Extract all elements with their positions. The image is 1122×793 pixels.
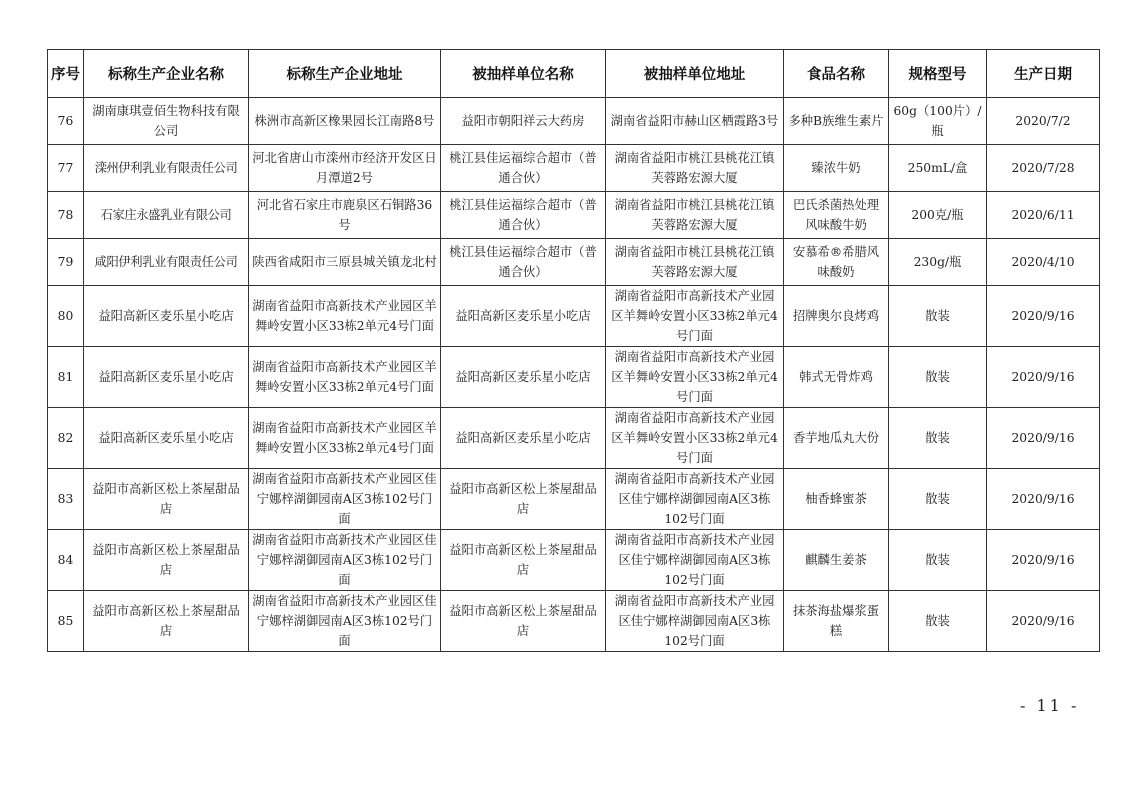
- cell-sampled-address: 湖南省益阳市高新技术产业园区羊舞岭安置小区33栋2单元4号门面: [606, 408, 784, 469]
- cell-spec: 250mL/盒: [889, 145, 987, 192]
- cell-sampled-address: 湖南省益阳市桃江县桃花江镇芙蓉路宏源大厦: [606, 145, 784, 192]
- cell-producer: 益阳市高新区松上茶屋甜品店: [84, 530, 249, 591]
- cell-no: 78: [48, 192, 84, 239]
- cell-production-date: 2020/7/2: [987, 98, 1100, 145]
- table-row: [48, 145, 1100, 192]
- cell-producer: 益阳高新区麦乐星小吃店: [84, 286, 249, 347]
- cell-sampled-address: 湖南省益阳市高新技术产业园区羊舞岭安置小区33栋2单元4号门面: [606, 286, 784, 347]
- cell-no: 77: [48, 145, 84, 192]
- cell-producer-address: 湖南省益阳市高新技术产业园区羊舞岭安置小区33栋2单元4号门面: [249, 286, 441, 347]
- cell-spec: 60g（100片）/瓶: [889, 98, 987, 145]
- cell-sampled-address: 湖南省益阳市桃江县桃花江镇芙蓉路宏源大厦: [606, 192, 784, 239]
- table-row: [48, 98, 1100, 145]
- table-row: [48, 591, 1100, 652]
- cell-no: 80: [48, 286, 84, 347]
- cell-food-name: 柚香蜂蜜茶: [784, 469, 889, 530]
- cell-production-date: 2020/7/28: [987, 145, 1100, 192]
- cell-producer-address: 湖南省益阳市高新技术产业园区佳宁娜梓湖御园南A区3栋102号门面: [249, 530, 441, 591]
- table-row: [48, 408, 1100, 469]
- cell-food-name: 安慕希®希腊风味酸奶: [784, 239, 889, 286]
- cell-sampled-unit: 益阳市朝阳祥云大药房: [441, 98, 606, 145]
- cell-spec: 230g/瓶: [889, 239, 987, 286]
- cell-sampled-address: 湖南省益阳市高新技术产业园区佳宁娜梓湖御园南A区3栋102号门面: [606, 591, 784, 652]
- header-no: 序号: [48, 50, 84, 98]
- cell-production-date: 2020/4/10: [987, 239, 1100, 286]
- cell-sampled-unit: 益阳高新区麦乐星小吃店: [441, 347, 606, 408]
- cell-producer: 益阳市高新区松上茶屋甜品店: [84, 469, 249, 530]
- cell-sampled-unit: 桃江县佳运福综合超市（普通合伙）: [441, 145, 606, 192]
- cell-production-date: 2020/9/16: [987, 408, 1100, 469]
- cell-sampled-address: 湖南省益阳市高新技术产业园区佳宁娜梓湖御园南A区3栋102号门面: [606, 530, 784, 591]
- cell-production-date: 2020/9/16: [987, 347, 1100, 408]
- cell-spec: 散装: [889, 347, 987, 408]
- cell-food-name: 抹茶海盐爆浆蛋糕: [784, 591, 889, 652]
- cell-food-name: 香芋地瓜丸大份: [784, 408, 889, 469]
- cell-sampled-unit: 桃江县佳运福综合超市（普通合伙）: [441, 239, 606, 286]
- cell-producer: 湖南康琪壹佰生物科技有限公司: [84, 98, 249, 145]
- header-food-name: 食品名称: [784, 50, 889, 98]
- cell-no: 79: [48, 239, 84, 286]
- cell-producer-address: 河北省石家庄市鹿泉区石铜路36号: [249, 192, 441, 239]
- table-header-row: [48, 50, 1100, 98]
- header-producer-address: 标称生产企业地址: [249, 50, 441, 98]
- cell-producer-address: 湖南省益阳市高新技术产业园区羊舞岭安置小区33栋2单元4号门面: [249, 347, 441, 408]
- cell-sampled-address: 湖南省益阳市赫山区栖霞路3号: [606, 98, 784, 145]
- sampling-results-table: [47, 49, 1100, 652]
- cell-producer-address: 河北省唐山市滦州市经济开发区日月潭道2号: [249, 145, 441, 192]
- cell-spec: 散装: [889, 469, 987, 530]
- cell-food-name: 巴氏杀菌热处理风味酸牛奶: [784, 192, 889, 239]
- cell-sampled-address: 湖南省益阳市桃江县桃花江镇芙蓉路宏源大厦: [606, 239, 784, 286]
- cell-food-name: 韩式无骨炸鸡: [784, 347, 889, 408]
- cell-producer: 益阳高新区麦乐星小吃店: [84, 408, 249, 469]
- cell-production-date: 2020/9/16: [987, 286, 1100, 347]
- cell-food-name: 招牌奥尔良烤鸡: [784, 286, 889, 347]
- cell-producer: 益阳高新区麦乐星小吃店: [84, 347, 249, 408]
- table-row: [48, 286, 1100, 347]
- header-sampled-address: 被抽样单位地址: [606, 50, 784, 98]
- cell-food-name: 臻浓牛奶: [784, 145, 889, 192]
- cell-food-name: 多种B族维生素片: [784, 98, 889, 145]
- cell-sampled-unit: 益阳高新区麦乐星小吃店: [441, 408, 606, 469]
- cell-producer: 滦州伊利乳业有限责任公司: [84, 145, 249, 192]
- cell-production-date: 2020/9/16: [987, 469, 1100, 530]
- cell-food-name: 麒麟生姜茶: [784, 530, 889, 591]
- cell-producer-address: 湖南省益阳市高新技术产业园区佳宁娜梓湖御园南A区3栋102号门面: [249, 591, 441, 652]
- cell-sampled-address: 湖南省益阳市高新技术产业园区羊舞岭安置小区33栋2单元4号门面: [606, 347, 784, 408]
- cell-producer: 咸阳伊利乳业有限责任公司: [84, 239, 249, 286]
- cell-no: 85: [48, 591, 84, 652]
- cell-no: 84: [48, 530, 84, 591]
- cell-spec: 散装: [889, 286, 987, 347]
- cell-producer: 益阳市高新区松上茶屋甜品店: [84, 591, 249, 652]
- table-row: [48, 192, 1100, 239]
- table-row: [48, 347, 1100, 408]
- cell-sampled-unit: 益阳市高新区松上茶屋甜品店: [441, 469, 606, 530]
- cell-producer-address: 湖南省益阳市高新技术产业园区佳宁娜梓湖御园南A区3栋102号门面: [249, 469, 441, 530]
- cell-producer-address: 株洲市高新区橡果园长江南路8号: [249, 98, 441, 145]
- cell-sampled-address: 湖南省益阳市高新技术产业园区佳宁娜梓湖御园南A区3栋102号门面: [606, 469, 784, 530]
- header-production-date: 生产日期: [987, 50, 1100, 98]
- cell-no: 76: [48, 98, 84, 145]
- cell-sampled-unit: 益阳市高新区松上茶屋甜品店: [441, 591, 606, 652]
- cell-production-date: 2020/9/16: [987, 530, 1100, 591]
- cell-spec: 200克/瓶: [889, 192, 987, 239]
- cell-no: 81: [48, 347, 84, 408]
- table-row: [48, 239, 1100, 286]
- header-sampled-unit: 被抽样单位名称: [441, 50, 606, 98]
- table-row: [48, 469, 1100, 530]
- cell-sampled-unit: 桃江县佳运福综合超市（普通合伙）: [441, 192, 606, 239]
- cell-producer: 石家庄永盛乳业有限公司: [84, 192, 249, 239]
- cell-producer-address: 陕西省咸阳市三原县城关镇龙北村: [249, 239, 441, 286]
- header-spec: 规格型号: [889, 50, 987, 98]
- cell-production-date: 2020/6/11: [987, 192, 1100, 239]
- cell-spec: 散装: [889, 408, 987, 469]
- cell-production-date: 2020/9/16: [987, 591, 1100, 652]
- page-number: - 11 -: [1020, 696, 1080, 715]
- cell-sampled-unit: 益阳市高新区松上茶屋甜品店: [441, 530, 606, 591]
- header-producer: 标称生产企业名称: [84, 50, 249, 98]
- cell-no: 83: [48, 469, 84, 530]
- cell-producer-address: 湖南省益阳市高新技术产业园区羊舞岭安置小区33栋2单元4号门面: [249, 408, 441, 469]
- table-row: [48, 530, 1100, 591]
- cell-spec: 散装: [889, 530, 987, 591]
- cell-sampled-unit: 益阳高新区麦乐星小吃店: [441, 286, 606, 347]
- cell-no: 82: [48, 408, 84, 469]
- cell-spec: 散装: [889, 591, 987, 652]
